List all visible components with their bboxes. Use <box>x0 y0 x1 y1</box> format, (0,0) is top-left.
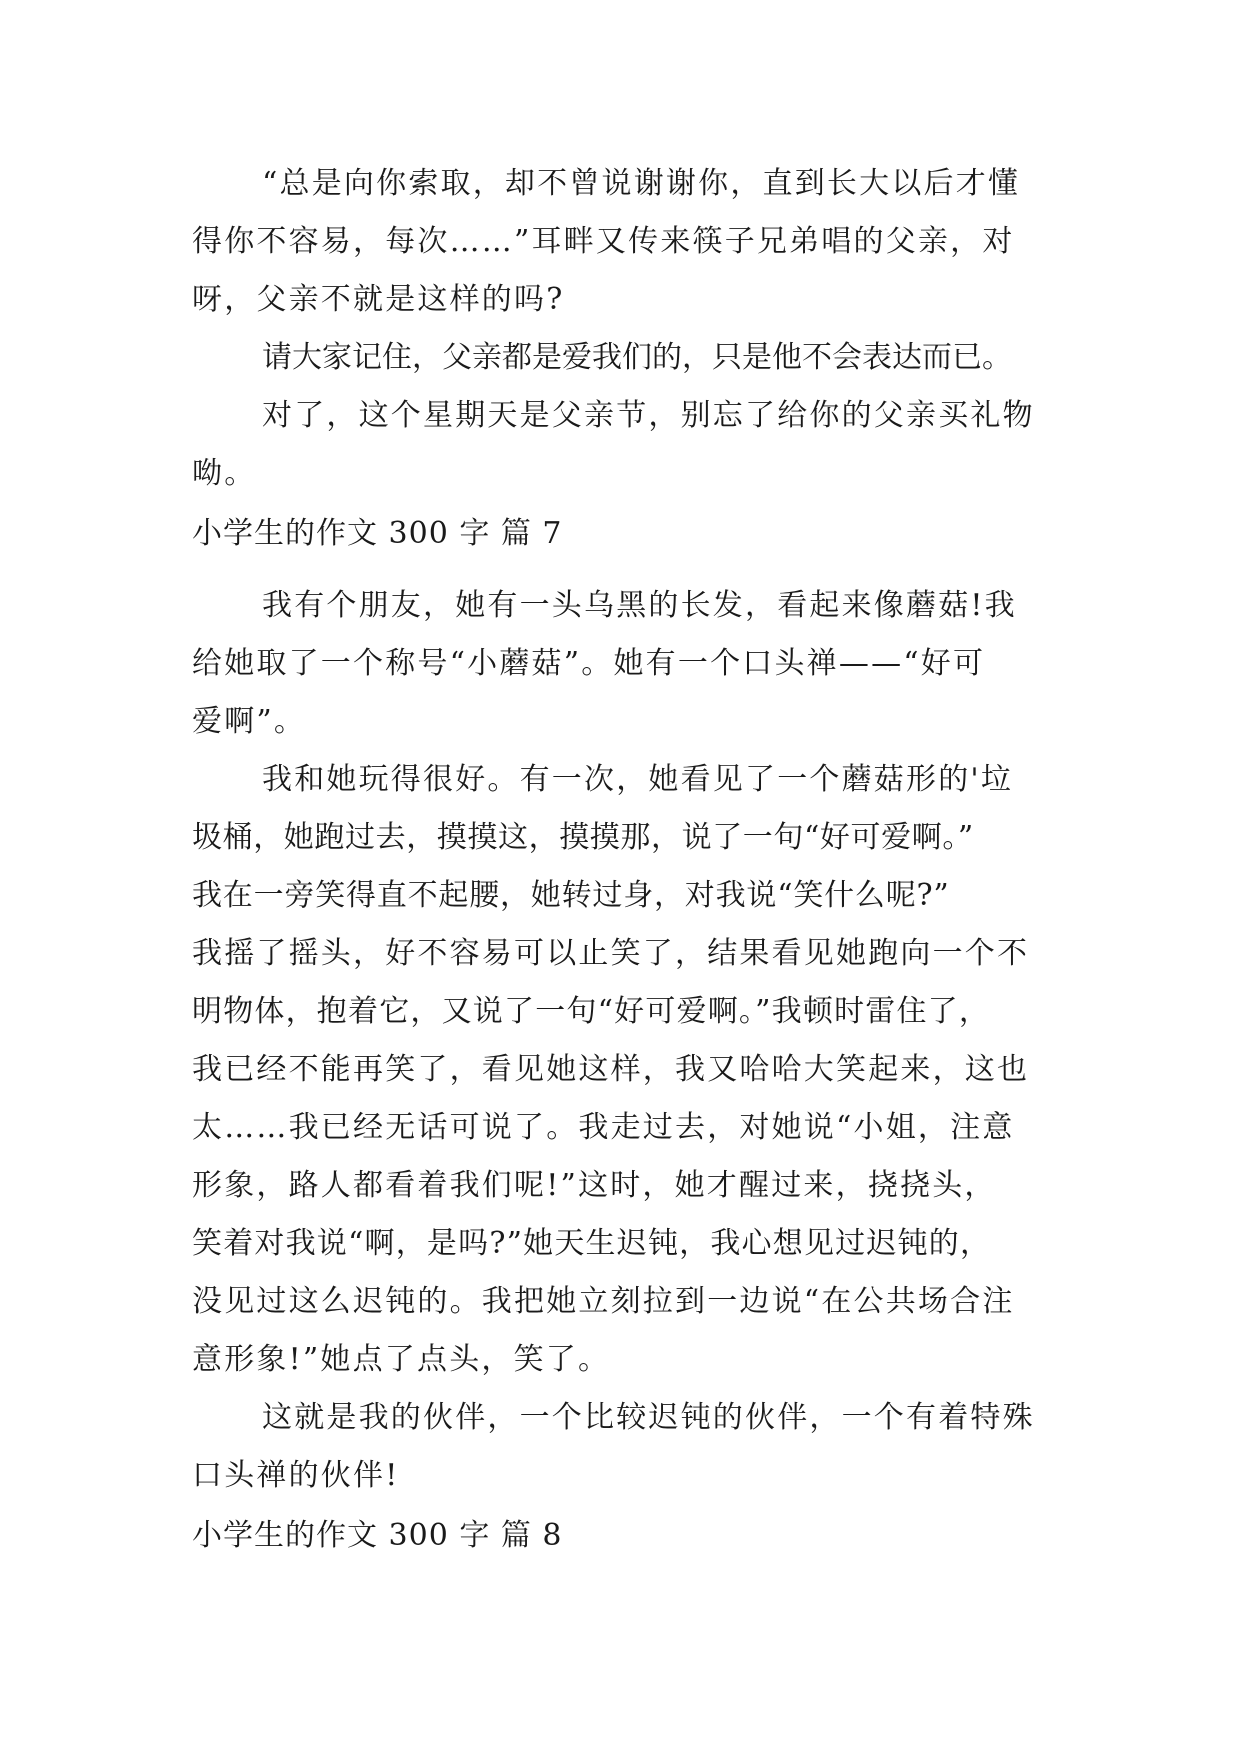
text-line: 这就是我的伙伴，一个比较迟钝的伙伴，一个有着特殊 <box>262 1400 1035 1435</box>
text-line: 圾桶，她跑过去，摸摸这，摸摸那，说了一句“好可爱啊。” <box>192 820 974 855</box>
section-heading: 小学生的作文 300 字 篇 8 <box>192 1518 563 1553</box>
text-line: 给她取了一个称号“小蘑菇”。她有一个口头禅——“好可 <box>192 646 986 681</box>
paragraph <box>192 155 1054 329</box>
paragraph <box>192 387 1054 503</box>
text-line: 呀，父亲不就是这样的吗? <box>192 282 565 317</box>
text-line: 明物体，抱着它，又说了一句“好可爱啊。”我顿时雷住了， <box>192 994 991 1029</box>
text-line: 对了，这个星期天是父亲节，别忘了给你的父亲买礼物 <box>262 398 1035 433</box>
document-page <box>192 155 1054 1579</box>
paragraph <box>192 751 1054 1389</box>
paragraph <box>192 329 1054 387</box>
text-line: 意形象!”她点了点头，笑了。 <box>192 1342 611 1377</box>
text-line: 呦。 <box>192 456 257 491</box>
text-line: 爱啊”。 <box>192 704 307 739</box>
text-line: 我摇了摇头，好不容易可以止笑了，结果看见她跑向一个不 <box>192 936 1030 971</box>
text-line: 我有个朋友，她有一头乌黑的长发，看起来像蘑菇!我 <box>262 588 1017 623</box>
text-line: 笑着对我说“啊，是吗?”她天生迟钝，我心想见过迟钝的， <box>192 1226 992 1261</box>
paragraph <box>192 577 1054 751</box>
text-line: 口头禅的伙伴! <box>192 1458 400 1493</box>
text-line: 得你不容易，每次……”耳畔又传来筷子兄弟唱的父亲，对 <box>192 224 1015 259</box>
text-line: 没见过这么迟钝的。我把她立刻拉到一边说“在公共场合注 <box>192 1284 1015 1319</box>
text-line: 我和她玩得很好。有一次，她看见了一个蘑菇形的'垃 <box>262 762 1014 797</box>
text-line: 我已经不能再笑了，看见她这样，我又哈哈大笑起来，这也 <box>192 1052 1030 1087</box>
text-line: 我在一旁笑得直不起腰，她转过身，对我说“笑什么呢?” <box>192 878 950 913</box>
paragraph <box>192 1389 1054 1505</box>
text-line: 形象，路人都看着我们呢!”这时，她才醒过来，挠挠头， <box>192 1168 997 1203</box>
text-line: “总是向你索取，却不曾说谢谢你，直到长大以后才懂 <box>262 166 1021 201</box>
section-heading: 小学生的作文 300 字 篇 7 <box>192 516 563 551</box>
text-line: 太……我已经无话可说了。我走过去，对她说“小姐，注意 <box>192 1110 1015 1145</box>
text-line: 请大家记住，父亲都是爱我们的，只是他不会表达而已。 <box>262 340 1012 375</box>
